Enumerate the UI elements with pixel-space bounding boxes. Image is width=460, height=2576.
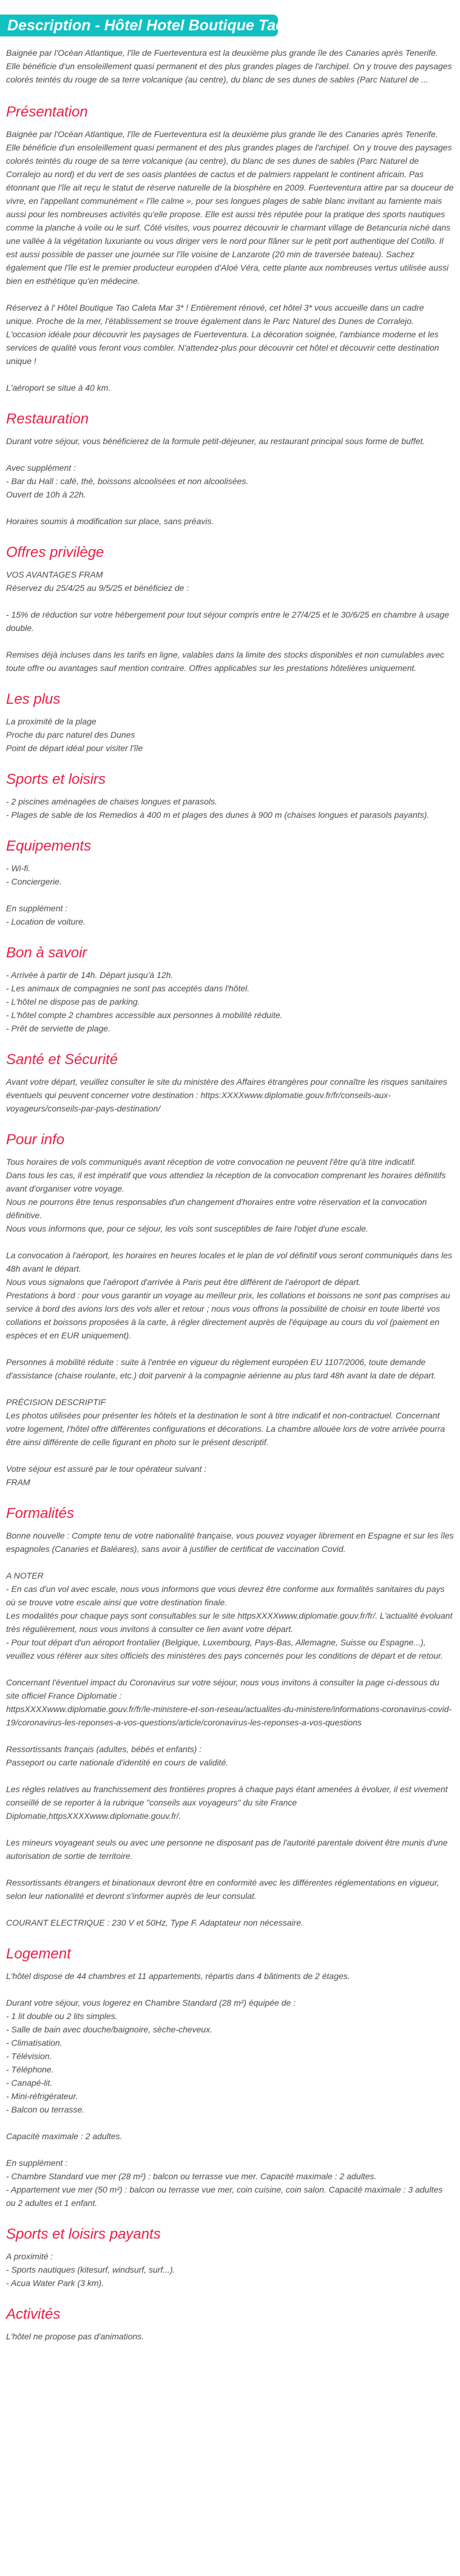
section-sports-et-loisirs <box>6 770 454 821</box>
section-heading: Sports et loisirs <box>6 771 106 787</box>
section-heading: Formalités <box>6 1505 75 1522</box>
section-heading: Equipements <box>6 838 92 854</box>
section-paragraph: Ressortissants étrangers et binationaux devront être en conformité avec les différentes réglementations en vigueur, selon leur nationalité et devront s'informer auprès de leur consulat. <box>6 1878 439 1901</box>
section-formalites <box>6 1505 454 1929</box>
section-paragraph: Avec supplément : - Bar du Hall : café, thé, boissons alcoolisées et non alcoolisées. Ouvert de 10h à 22h. <box>6 463 249 499</box>
section-heading: Restauration <box>6 411 89 427</box>
section-presentation <box>6 103 454 394</box>
section-paragraph: Réservez à l' Hôtel Boutique Tao Caleta Mar 3* ! Entièrement rénové, cet hôtel 3* vous accueille dans un cadre unique. Proche de la mer, l'établissement se trouve également dans le Parc Naturel des Dunes de Corralejo. L'occasion idéale pour découvrir les paysages de Fuerteventura. La décoration soignée, l'ambiance moderne et les services de qualité vous feront vous combler. N'attendez-plus pour découvrir cet hôtel et découvrir cette destination unique ! <box>6 303 439 366</box>
section-paragraph: Bonne nouvelle : Compte tenu de votre nationalité française, vous pouvez voyager librement en Espagne et sur les îles espagnoles (Canaries et Baléares), sans avoir à justifier de certificat de vaccination Covid. <box>6 1531 454 1554</box>
section-paragraph: COURANT ELECTRIQUE : 230 V et 50Hz, Type F. Adaptateur non nécessaire. <box>6 1918 303 1927</box>
section-heading: Logement <box>6 1946 71 1962</box>
sections <box>6 103 454 2343</box>
section-paragraph: Concernant l'éventuel impact du Coronavirus sur votre séjour, nous vous invitons à consulter la page ci-dessous du site officiel France Diplomatie : httpsXXXXwww.diplomatie.gouv.fr/fr/le-ministere-et-son-reseau/actualites-du-ministere/informations-coronavirus-covid-19/coronavirus-les-reponses-a-vos-questions/article/coronavirus-les-reponses-a-vos-questions <box>6 1677 452 1727</box>
section-paragraph: Votre séjour est assuré par le tour opérateur suivant : FRAM <box>6 1464 207 1487</box>
section-heading: Bon à savoir <box>6 945 87 961</box>
section-paragraph: Personnes à mobilité réduite : suite à l'entrée en vigueur du règlement européen EU 1107/2006, toute demande d'assistance (chaise roulante, etc.) doit parvenir à la compagnie aérienne au plus tard 48h avant la date de départ. <box>6 1357 436 1380</box>
page-title-bar <box>0 15 388 36</box>
section-logement <box>6 1945 454 2210</box>
section-paragraph: L'hôtel ne propose pas d'animations. <box>6 2332 144 2341</box>
section-paragraph: Les mineurs voyageant seuls ou avec une personne ne disposant pas de l'autorité parentale doivent être munis d'une autorisation de sortie de territoire. <box>6 1838 448 1861</box>
section-restauration <box>6 410 454 528</box>
description-content <box>6 46 454 2359</box>
page-title: Description - Hôtel Hotel Boutique Tao Caleta Mar *** <box>7 17 388 34</box>
section-heading: Présentation <box>6 104 88 120</box>
section-paragraph: Baignée par l'Océan Atlantique, l'île de Fuerteventura est la deuxième plus grande île des Canaries après Tenerife. Elle bénéficie d'un ensoleillement quasi permanent et des plus grandes plages de l'archipel. On y trouve des paysages colorés teintés du rouge de sa terre volcanique (au centre), du blanc de ses dunes de sables (Parc Naturel de Corralejo au nord) et du vert de ses oasis plantées de cactus et de palmiers rappelant le continent africain. Pas étonnant que l'île ait reçu le statut de réserve naturelle de la biosphère en 2009. Fuerteventura attire par sa douceur de vivre, en l'appellant communément « l'île calme », pour ses longues plages de sable blanc invitant au farniente mais aussi pour les nombreuses activités qu'elle propose. Elle est aussi très réputée pour la pratique des sports nautiques comme la planche à voile ou le surf. Côté visites, vous pourrez découvrir le charmant village de Betancuria niché dans une vallée à la végétation luxuriante ou vous diriger vers le nord pour flâner sur le petit port authentique del Cotillo. Il est aussi possible de passer une journée sur l'île voisine de Lanzarote (20 min de traversée bateau). Sachez également que l'île est le premier producteur européen d'Aloé Véra, cette plante aux nombreuses vertus utilisée aussi bien en esthétique qu'en médecine. <box>6 129 454 286</box>
section-paragraph: Tous horaires de vols communiqués avant réception de votre convocation ne peuvent l'être qu'à titre indicatif. Dans tous les cas, il est impératif que vous attendiez la réception de la convocation comprenant les horaires définitifs avant d'organiser votre voyage. Nous ne pourrons être tenus responsables d'un changement d'horaires entre votre réservation et la convocation définitive. Nous vous informons que, pour ce séjour, les vols sont susceptibles de faire l'objet d'une escale. <box>6 1157 446 1233</box>
section-les-plus <box>6 690 454 755</box>
section-paragraph: Avant votre départ, veuillez consulter le site du ministère des Affaires étrangères pour connaître les risques sanitaires éventuels qui peuvent concerner votre destination : https:XXXXwww.diplomatie.gouv.fr/fr/conseils-aux-voyageurs/conseils-par-pays-destination/ <box>6 1077 447 1113</box>
section-paragraph: - Arrivée à partir de 14h. Départ jusqu'à 12h. - Les animaux de compagnies ne sont pas acceptés dans l'hôtel. - L'hôtel ne dispose pas de parking. - L'hôtel compte 2 chambres accessible aux personnes à mobilité réduite. - Prêt de serviette de plage. <box>6 970 283 1033</box>
section-paragraph: Remises déjà incluses dans les tarifs en ligne, valables dans la limite des stocks disponibles et non cumulables avec toute offre ou avantages sauf mention contraire. Offres applicables sur les prestations hôtelières uniquement. <box>6 650 445 673</box>
intro-text: Baignée par l'Océan Atlantique, l'île de Fuerteventura est la deuxième plus grande île des Canaries après Tenerife. Elle bénéficie d'un ensoleillement quasi permanent et des plus grandes plages de l'archipel. On y trouve des paysages colorés teintés du rouge de sa terre volcanique (au centre), du blanc de ses dunes de sables (Parc Naturel de ... <box>6 48 452 84</box>
section-paragraph: - Wi-fi. - Conciergerie. <box>6 863 62 886</box>
section-paragraph: PRÉCISION DESCRIPTIF Les photos utilisées pour présenter les hôtels et la destination le sont à titre indicatif et non-contractuel. Concernant votre logement, l'hôtel offre différentes configurations et décorations. La chambre allouée lors de votre arrivée pourra être ainsi différente de celle figurant en photo sur le présent descriptif. <box>6 1397 445 1447</box>
section-paragraph: L'hôtel dispose de 44 chambres et 11 appartements, répartis dans 4 bâtiments de 2 étages. <box>6 1971 350 1981</box>
section-paragraph: Capacité maximale : 2 adultes. <box>6 2131 123 2141</box>
section-sports-et-loisirs-payants <box>6 2225 454 2290</box>
section-paragraph: En supplément : - Location de voiture. <box>6 903 86 926</box>
section-paragraph: La proximité de la plage Proche du parc naturel des Dunes Point de départ idéal pour visiter l'île <box>6 716 143 753</box>
section-paragraph: L'aéroport se situe à 40 km. <box>6 383 111 393</box>
section-bon-a-savoir <box>6 944 454 1035</box>
section-paragraph: - 2 piscines aménagées de chaises longues et parasols. - Plages de sable de los Remedios à 400 m et plages des dunes à 900 m (chaises longues et parasols payants). <box>6 797 430 820</box>
section-pour-info <box>6 1131 454 1489</box>
section-paragraph: En supplément : - Chambre Standard vue mer (28 m²) : balcon ou terrasse vue mer. Capacité maximale : 2 adultes. - Appartement vue mer (50 m²) : balcon ou terrasse vue mer, coin cuisine, coin salon. Capacité maximale : 3 adultes ou 2 adultes et 1 enfant. <box>6 2158 443 2208</box>
section-paragraph: VOS AVANTAGES FRAM Réservez du 25/4/25 au 9/5/25 et bénéficiez de : <box>6 570 189 593</box>
section-offres-privilege <box>6 544 454 675</box>
section-paragraph: Les règles relatives au franchissement des frontières propres à chaque pays étant amenées à évoluer, il est vivement conseillé de se reporter à la rubrique "conseils aux voyageurs" du site France Diplomatie,httpsXXXXwww.diplomatie.gouv.fr/. <box>6 1784 448 1821</box>
section-heading: Sports et loisirs payants <box>6 2226 161 2242</box>
section-paragraph: Horaires soumis à modification sur place, sans préavis. <box>6 516 214 526</box>
section-heading: Les plus <box>6 691 61 707</box>
section-paragraph: A NOTER - En cas d'un vol avec escale, nous vous informons que vous devrez être conforme aux formalités sanitaires du pays où se trouve votre escale ainsi que votre destination finale. Les modalités pour chaque pays sont consultables sur le site httpsXXXXwww.diplomatie.gouv.fr/fr/. L'actualité évoluant très régulièrement, nous vous invitons à consulter ce lien avant votre départ. - Pour tout départ d'un aéroport frontalier (Belgique, Luxembourg, Pays-Bas, Allemagne, Suisse ou Espagne...), veuillez vous référer aux sites officiels des ministères des pays concernés pour les conditions de départ et de retour. <box>6 1571 453 1661</box>
section-paragraph: Ressortissants français (adultes, bébés et enfants) : Passeport ou carte nationale d'identité en cours de validité. <box>6 1744 229 1767</box>
section-paragraph: A proximité : - Sports nautiques (kitesurf, windsurf, surf...). - Acua Water Park (3 km). <box>6 2251 175 2288</box>
section-heading: Pour info <box>6 1131 65 1148</box>
section-heading: Activités <box>6 2306 61 2322</box>
section-activites <box>6 2305 454 2343</box>
section-sante-et-securite <box>6 1051 454 1115</box>
section-paragraph: Durant votre séjour, vous logerez en Chambre Standard (28 m²) équipée de : - 1 lit double ou 2 lits simples. - Salle de bain avec douche/baignoire, sèche-cheveux. - Climatisation. - Télévision. - Téléphone. - Canapé-lit. - Mini-réfrigérateur. - Balcon ou terrasse. <box>6 1998 296 2114</box>
section-paragraph: - 15% de réduction sur votre hébergement pour tout séjour compris entre le 27/4/25 et le 30/6/25 en chambre à usage double. <box>6 610 449 633</box>
section-heading: Santé et Sécurité <box>6 1051 118 1068</box>
section-equipements <box>6 837 454 928</box>
section-paragraph: La convocation à l'aéroport, les horaires en heures locales et le plan de vol définitif vous seront communiqués dans les 48h avant le départ. Nous vous signalons que l'aéroport d'arrivée à Paris peut être différent de l'aéroport de départ. Prestations à bord : pour vous garantir un voyage au meilleur prix, les collations et boissons ne sont pas comprises au service à bord des avions lors des vols aller et retour ; nous vous offrons la possibilité de choisir en toute liberté vos collations et boissons proposées à la carte, à régler directement auprès de l'équipage au cours du vol (paiement en espèces et en EUR uniquement). <box>6 1250 452 1340</box>
section-heading: Offres privilège <box>6 544 104 561</box>
section-paragraph: Durant votre séjour, vous bénéficierez de la formule petit-déjeuner, au restaurant principal sous forme de buffet. <box>6 436 425 446</box>
